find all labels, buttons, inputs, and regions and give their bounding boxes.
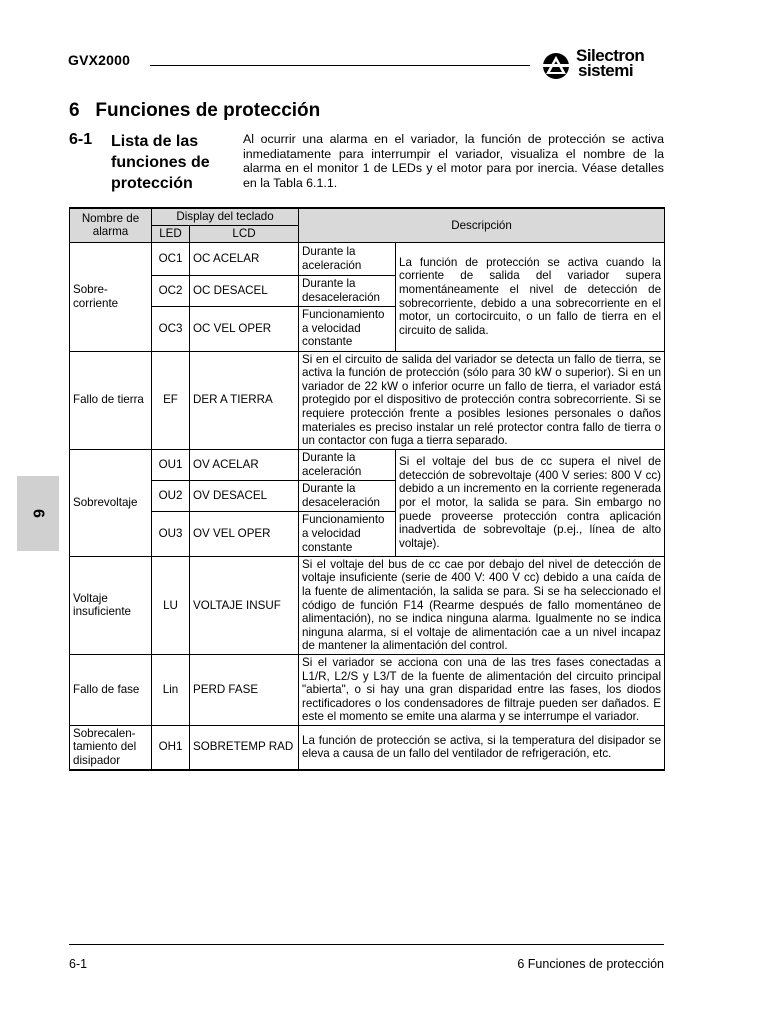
header-lcd: LCD [190,225,299,242]
subsection-title: Lista de las funciones de protección [111,133,210,192]
condition: Durante la desaceleración [299,275,396,306]
condition: Funcionamiento a velocidad constante [299,511,396,556]
condition: Durante la aceleración [299,242,396,275]
section-title: 6 Funciones de protección [69,100,321,121]
led-code: EF [152,351,190,449]
condition: Durante la desaceleración [299,480,396,511]
lcd-text: DER A TIERRA [190,351,299,449]
description: Si el voltaje del bus de cc cae por debajo del nivel de detección de voltaje insuficiente (serie de 400 V: 400 V cc) debido a una caída de la fuente de alimentación, la salida se para. Si se ha seleccionado el código de función F14 (Rearme después de fallo momentáneo de alimentación), no se indica ninguna alarma. Igualmente no se indica ninguna alarma, si el voltaje de alimentación cae a un nivel incapaz de mantener la alimentación del control. [299,556,665,654]
footer-rule [69,944,664,945]
alarm-name: Sobrevoltaje [70,449,152,556]
alarm-name: Fallo de fase [70,654,152,725]
brand-name: Silectron [576,46,645,65]
led-code: OH1 [152,725,190,769]
lcd-text: OC DESACEL [190,275,299,306]
brand-logo-icon [540,50,574,80]
description: Si el variador se acciona con una de las tres fases conectadas a L1/R, L2/S y L3/T de la fuente de alimentación del circuito principal "abierta", o si hay una gran disparidad entre las fases, los diodos rectificadores o los condensadores de filtraje pueden ser dañados. E este el momento se emite una alarma y se interrumpe el variador. [299,654,665,725]
led-code: OC2 [152,275,190,306]
brand-subname: sistemi [578,61,634,80]
description: La función de protección se activa, si la temperatura del disipador se eleva a causa de un fallo del ventilador de refrigeración, etc. [299,725,665,769]
lcd-text: OV DESACEL [190,480,299,511]
led-code: OU2 [152,480,190,511]
brand-logo [540,48,665,82]
lcd-text: SOBRETEMP RAD [190,725,299,769]
table-row [70,725,665,769]
description: La función de protección se activa cuando la corriente de salida del variador supera momentáneamente el nivel de detección de sobrecorriente, debido a una sobrecorriente en el motor, un cortocircuito, o un fallo de tierra en el circuito de salida. [396,242,665,351]
alarm-name: Fallo de tierra [70,351,152,449]
alarm-name: Sobre-corriente [70,242,152,351]
lcd-text: VOLTAJE INSUF [190,556,299,654]
lcd-text: OC VEL OPER [190,306,299,351]
intro-paragraph: Al ocurrir una alarma en el variador, la función de protección se activa inmediatamente para interrumpir el variador, visualiza el nombre de la alarma en el monitor 1 de LEDs y el motor para por inercia. Véase detalles en la Tabla 6.1.1. [243,132,664,190]
lcd-text: OC ACELAR [190,242,299,275]
led-code: Lin [152,654,190,725]
table-row [70,654,665,725]
alarm-name: Sobrecalen-tamiento del disipador [70,725,152,769]
lcd-text: OV VEL OPER [190,511,299,556]
description: Si el voltaje del bus de cc supera el nivel de detección de sobrevoltaje (400 V series: 800 V cc) debido a un incremento en la corriente regenerada por el motor, la salida se para. Sin embargo no puede proveerse protección contra aplicación inadvertida de sobrevoltaje (p.ej., línea de alto voltaje). [396,449,665,556]
lcd-text: OV ACELAR [190,449,299,480]
document-model: GVX2000 [68,52,131,68]
header-display: Display del teclado [152,208,299,225]
subsection-number: 6-1 [69,131,93,148]
led-code: OU1 [152,449,190,480]
led-code: LU [152,556,190,654]
header-rule [150,65,530,66]
table-row [70,556,665,654]
table-row [70,449,665,480]
lcd-text: PERD FASE [190,654,299,725]
chapter-tab-number: 6 [30,509,47,518]
table-row [70,242,665,275]
footer-section: 6 Funciones de protección [517,957,664,971]
led-code: OC1 [152,242,190,275]
led-code: OU3 [152,511,190,556]
header-alarm-name: Nombre de alarma [70,208,152,242]
page-number: 6-1 [69,957,88,971]
table-row [70,351,665,449]
alarm-name: Voltaje insuficiente [70,556,152,654]
header-led: LED [152,225,190,242]
description: Si en el circuito de salida del variador se detecta un fallo de tierra, se activa la función de protección (sólo para 30 kW o superior). Si en un variador de 22 kW o inferior ocurre un fallo de tierra, el variador está protegido por el dispositivo de protección contra sobrecorriente. Si se requiere protección frente a posibles lesiones personales o daños materiales es preciso instalar un relé protector contra fallo de tierra o un contactor con fuga a tierra separado. [299,351,665,449]
protection-functions-table [69,207,665,771]
led-code: OC3 [152,306,190,351]
condition: Funcionamiento a velocidad constante [299,306,396,351]
condition: Durante la aceleración [299,449,396,480]
chapter-tab [17,476,59,551]
table-header-row [70,208,665,225]
header-description: Descripción [299,208,665,242]
